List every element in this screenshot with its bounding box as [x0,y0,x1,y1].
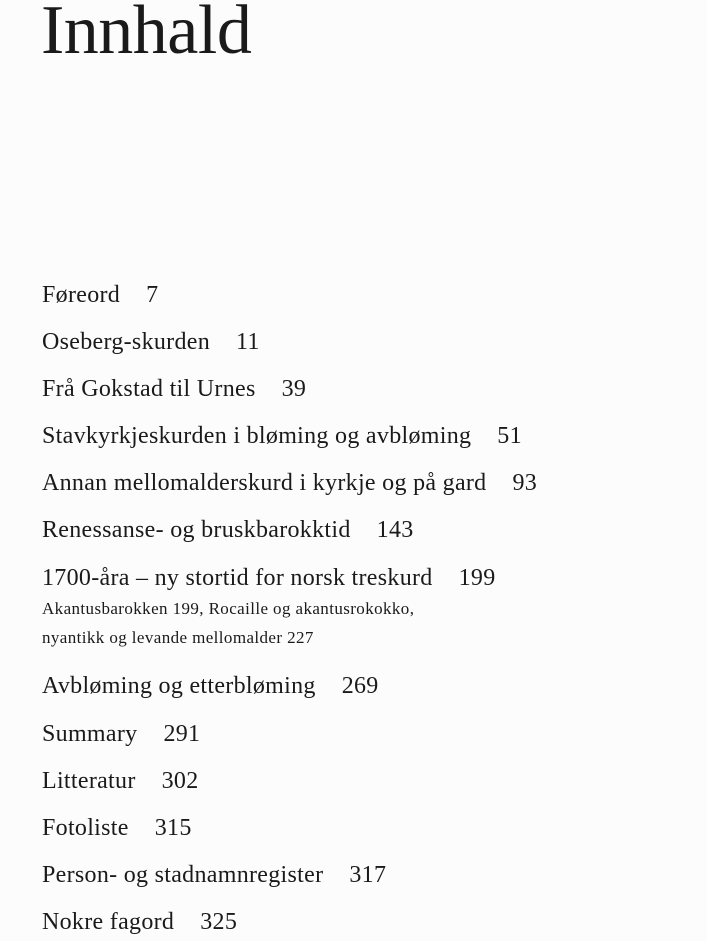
toc-entry-page: 315 [154,815,192,841]
toc-entry-oseberg [42,330,260,354]
toc-subentry-line-2: nyantikk og levande mellomalder 227 [42,628,314,647]
toc-entry-page: 317 [349,862,387,888]
toc-entry-label: Avbløming og etterbløming [42,673,316,699]
toc-entry-page: 93 [512,470,538,496]
toc-entry-page: 269 [341,673,379,699]
toc-entry-label: Summary [42,721,138,747]
toc-entry-stavkyrkje [42,424,522,448]
toc-entry-litteratur [42,769,199,793]
toc-entry-label: Nokre fagord [42,909,175,935]
toc-entry-label: Renessanse- og bruskbarokktid [42,517,351,543]
toc-entry-page: 11 [236,329,260,355]
toc-entry-page: 7 [146,282,159,308]
toc-entry-label: Stavkyrkjeskurden i bløming og avbløming [42,423,472,449]
toc-entry-label: Litteratur [42,768,136,794]
toc-entry-page: 291 [163,721,201,747]
toc-entry-label: Frå Gokstad til Urnes [42,376,256,402]
toc-entry-page: 302 [161,768,199,794]
toc-entry-label: Annan mellomalderskurd i kyrkje og på gard [42,470,487,496]
toc-entry-page: 39 [281,376,307,402]
toc-entry-renessanse [42,518,414,542]
toc-entry-page: 199 [458,565,496,591]
toc-entry-page: 325 [200,909,238,935]
toc-entry-label: Oseberg-skurden [42,329,211,355]
toc-entry-gokstad [42,377,306,401]
toc-entry-avbloming [42,674,379,698]
toc-entry-foreord [42,283,158,307]
toc-entry-label: Person- og stadnamnregister [42,862,324,888]
toc-entry-fagord [42,910,237,934]
toc-subentry-line-1: Akantusbarokken 199, Rocaille og akantusrokokko, [42,599,415,618]
toc-entry-summary [42,722,200,746]
toc-entry-label: Føreord [42,282,121,308]
toc-entry-fotoliste [42,816,192,840]
toc-entry-page: 143 [376,517,414,543]
toc-entry-label: Fotoliste [42,815,129,841]
toc-entry-1700 [42,566,496,590]
toc-entry-register [42,863,386,887]
toc-entry-label: 1700-åra – ny stortid for norsk treskurd [42,565,433,591]
toc-entry-page: 51 [497,423,522,449]
toc-entry-mellomalder [42,471,537,495]
page-title: Innhald [41,0,252,69]
